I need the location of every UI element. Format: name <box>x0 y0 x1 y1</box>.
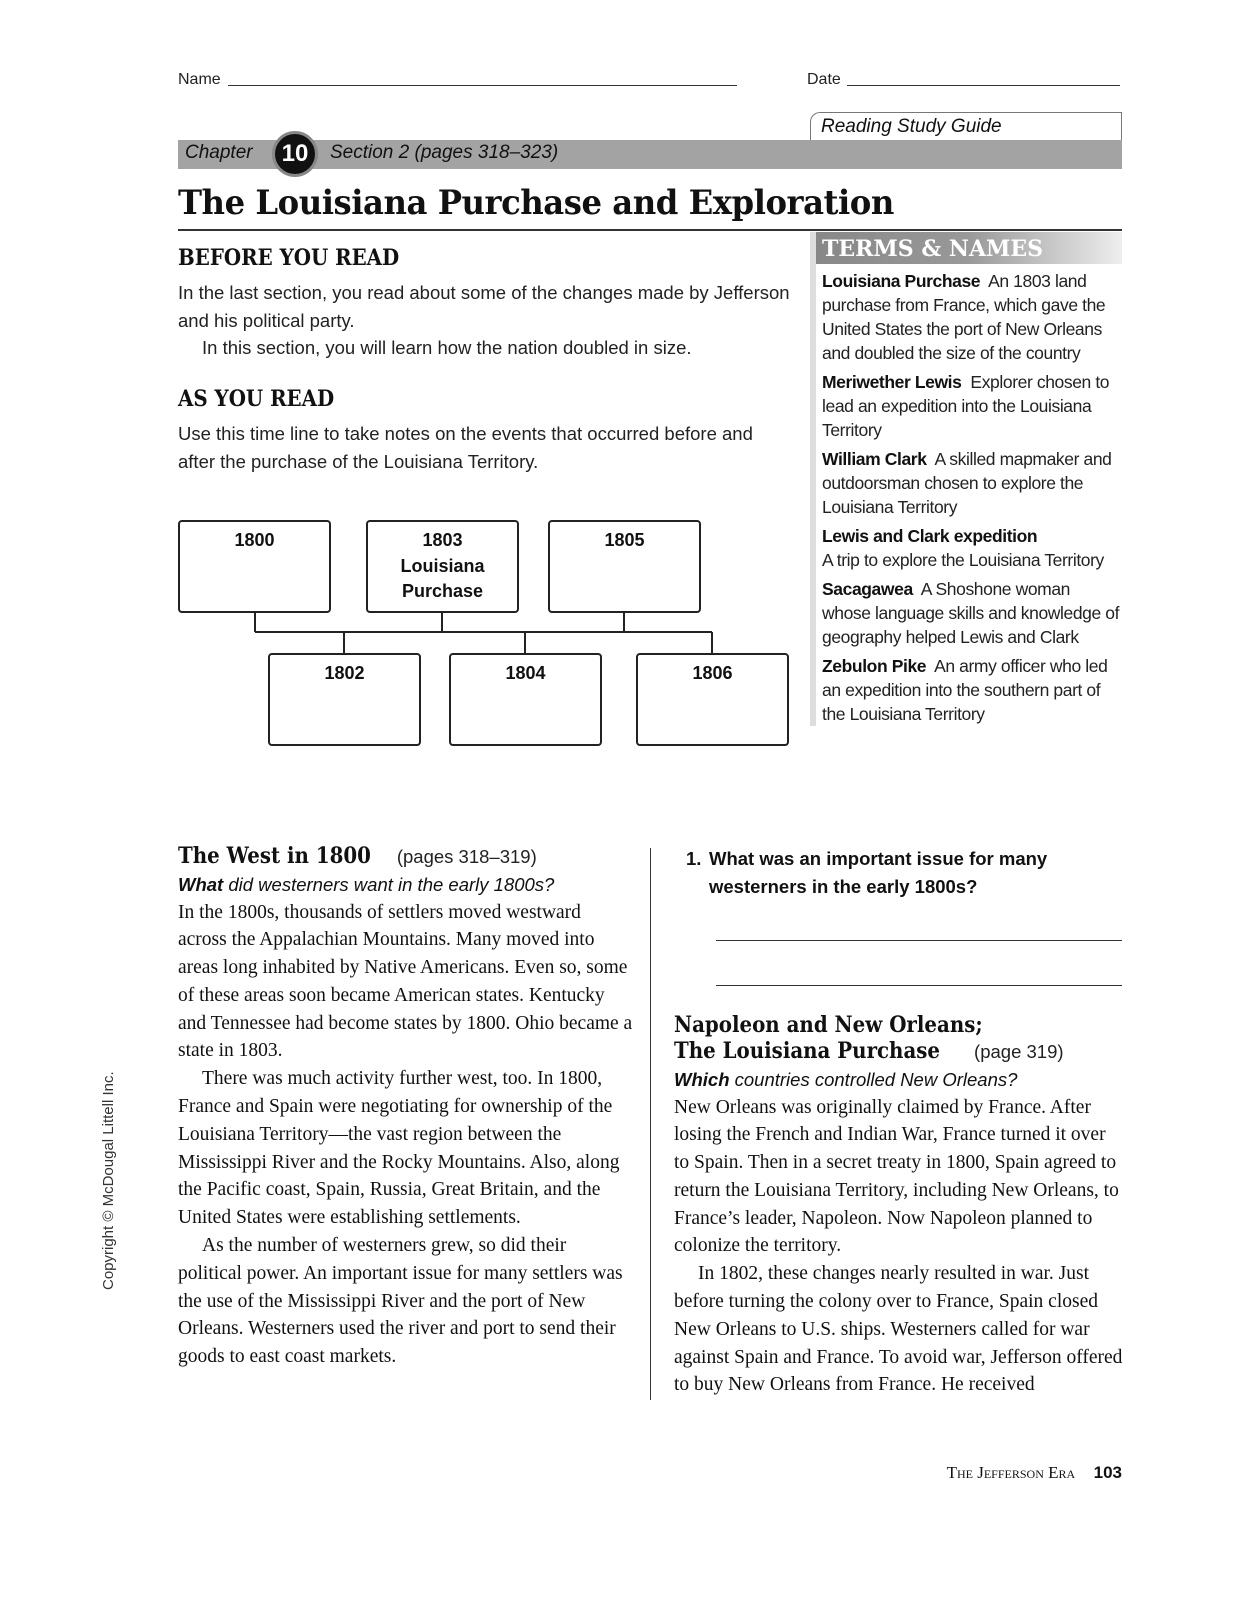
term-name: Meriwether Lewis <box>822 372 962 392</box>
question-text: What was an important issue for many westerners in the early 1800s? <box>709 848 1048 897</box>
column-divider <box>650 848 651 1400</box>
term-item <box>816 370 1122 442</box>
timeline-box-1805[interactable]: 1805 <box>548 520 701 613</box>
q-rest: countries controlled New Orleans? <box>734 1068 1018 1090</box>
q-bold: Which <box>674 1068 730 1090</box>
section-label: Section 2 (pages 318–323) <box>330 142 559 163</box>
west-p1: In the 1800s, thousands of settlers moved westward across the Appalachian Mountains. Many moved into areas long inhabited by Native Americans. Even so, some of these areas soon became American states. Kentucky and Tennessee had become states by 1800. Ohio became a state in 1803. <box>178 901 633 1062</box>
chapter-number-badge: 10 <box>272 131 318 177</box>
term-def: A skilled mapmaker and outdoorsman chosen to explore the Louisiana Territory <box>822 449 1112 517</box>
west-section <box>178 843 633 1371</box>
term-item <box>816 577 1122 649</box>
term-item <box>816 524 1122 572</box>
napoleon-heading-1: Napoleon and New Orleans; <box>674 1012 983 1038</box>
term-name: Sacagawea <box>822 579 913 599</box>
before-p2: In this section, you will learn how the nation doubled in size. <box>202 337 692 358</box>
term-name: Lewis and Clark expedition <box>822 526 1038 546</box>
question-number: 1. <box>686 848 702 869</box>
page-title: The Louisiana Purchase and Exploration <box>178 183 894 223</box>
timeline-box-1806[interactable]: 1806 <box>636 653 789 746</box>
term-def: A trip to explore the Louisiana Territory <box>822 550 1104 570</box>
west-p3: As the number of westerners grew, so did their political power. An important issue for many settlers was the use of the Mississippi River and the port of New Orleans. Westerners used the river and port to send their goods to east coast markets. <box>178 1235 623 1368</box>
term-def: An 1803 land purchase from France, which gave the United States the port of New Orleans and doubled the size of the country <box>822 271 1106 363</box>
footer <box>947 1463 1122 1483</box>
question-1 <box>686 845 1122 901</box>
term-item <box>816 654 1122 726</box>
west-heading: The West in 1800 <box>178 843 371 869</box>
date-field[interactable] <box>847 85 1120 86</box>
date-label: Date <box>807 71 841 88</box>
timeline-connectors <box>0 0 800 760</box>
west-question <box>178 871 633 899</box>
copyright: Copyright © McDougal Littell Inc. <box>100 1071 117 1290</box>
before-heading: BEFORE YOU READ <box>178 245 400 271</box>
term-item <box>816 269 1122 365</box>
napoleon-pages: (page 319) <box>974 1041 1064 1062</box>
before-p1: In the last section, you read about some of the changes made by Jefferson and his political party. <box>178 282 790 331</box>
west-pages: (pages 318–319) <box>396 846 537 867</box>
napoleon-p1: New Orleans was originally claimed by France. After losing the French and Indian War, France turned it over to Spain. Then in a secret treaty in 1800, Spain agreed to return the Louisiana Territory, including New Orleans, to France’s leader, Napoleon. Now Napoleon planned to colonize the territory. <box>674 1096 1119 1257</box>
terms-and-names <box>810 232 1122 726</box>
term-name: William Clark <box>822 449 927 469</box>
napoleon-p2: In 1802, these changes nearly resulted in war. Just before turning the colony over to France, Spain closed New Orleans to U.S. ships. Westerners called for war against Spain and France. To avoid war, Jefferson offered to buy New Orleans from France. He received <box>674 1263 1123 1396</box>
napoleon-heading-2: The Louisiana Purchase <box>674 1038 941 1064</box>
guide-tab: Reading Study Guide <box>810 112 1122 140</box>
term-def: Explorer chosen to lead an expedition into the Louisiana Territory <box>822 372 1110 440</box>
terms-heading: TERMS & NAMES <box>816 232 1122 264</box>
answer-line-2[interactable] <box>716 985 1122 986</box>
q-bold: What <box>178 873 224 895</box>
term-item <box>816 447 1122 519</box>
q-rest: did westerners want in the early 1800s? <box>228 873 555 895</box>
chapter-label: Chapter <box>185 142 253 163</box>
footer-book: The Jefferson Era <box>946 1463 1076 1482</box>
answer-line-1[interactable] <box>716 940 1122 941</box>
timeline-box-1804[interactable]: 1804 <box>449 653 602 746</box>
term-def: A Shoshone woman whose language skills and knowledge of geography helped Lewis and Clark <box>822 579 1120 647</box>
timeline-box-1802[interactable]: 1802 <box>268 653 421 746</box>
napoleon-question <box>674 1066 1124 1094</box>
name-label: Name <box>178 71 221 88</box>
timeline-box-1803[interactable]: 1803 Louisiana Purchase <box>366 520 519 613</box>
term-def: An army officer who led an expedition into the southern part of the Louisiana Territory <box>822 656 1108 724</box>
as-p1: Use this time line to take notes on the events that occurred before and after the purchase of the Louisiana Territory. <box>178 423 753 472</box>
term-name: Louisiana Purchase <box>822 271 981 291</box>
west-p2: There was much activity further west, too. In 1800, France and Spain were negotiating for ownership of the Louisiana Territory—the vast region between the Mississippi River and the Rocky Mountains. Also, along the Pacific coast, Spain, Russia, Great Britain, and the United States were establishing settlements. <box>178 1068 620 1229</box>
napoleon-section <box>674 1012 1124 1399</box>
page-number: 103 <box>1093 1463 1122 1482</box>
timeline-box-1800[interactable]: 1800 <box>178 520 331 613</box>
term-name: Zebulon Pike <box>822 656 927 676</box>
as-heading: AS YOU READ <box>178 386 335 412</box>
